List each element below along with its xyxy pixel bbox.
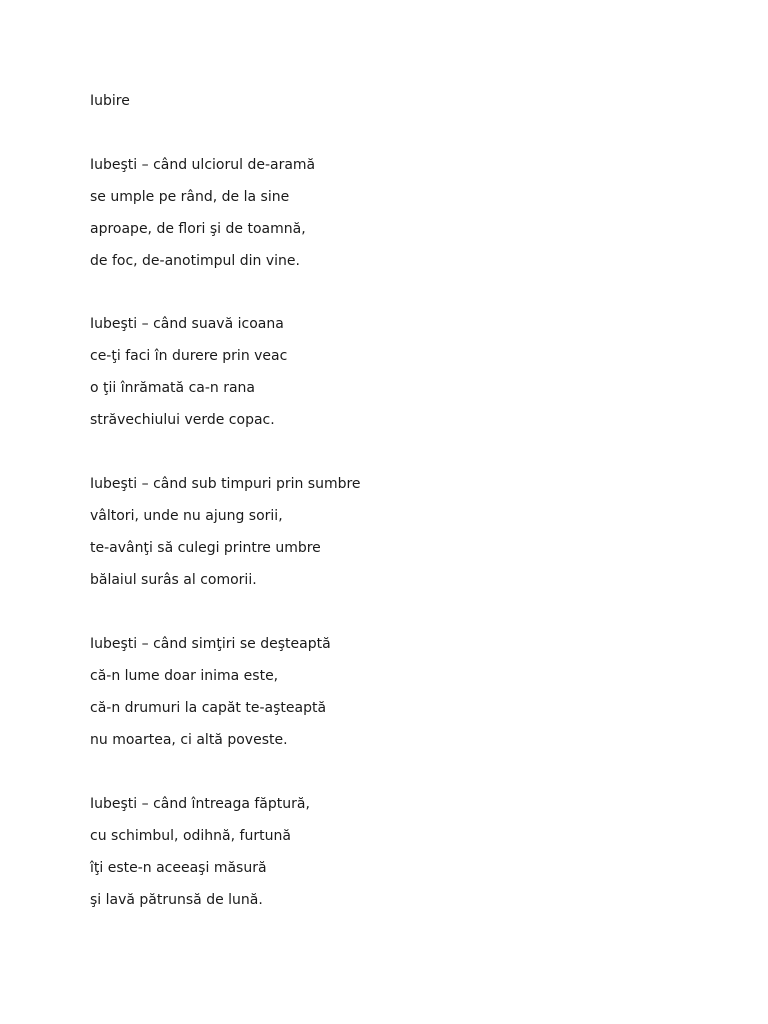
poem-title: Iubire [90,93,130,109]
poem-line: Iubeşti – când ulciorul de-aramă [90,157,316,173]
stanza-3 [90,474,361,602]
poem-line: vâltori, unde nu ajung sorii, [90,508,283,524]
poem-line: Iubeşti – când sub timpuri prin sumbre [90,476,361,492]
stanza-5 [90,794,310,922]
stanza-1 [90,155,315,283]
poem-line: aproape, de flori şi de toamnă, [90,221,306,237]
poem-line: ce-ţi faci în durere prin veac [90,348,288,364]
poem-line: cu schimbul, odihnă, furtună [90,828,291,844]
poem-line: Iubeşti – când întreaga făptură, [90,796,310,812]
poem-line: că-n lume doar inima este, [90,668,279,684]
stanza-2 [90,314,287,442]
poem-line: şi lavă pătrunsă de lună. [90,892,263,908]
poem-line: că-n drumuri la capăt te-aşteaptă [90,700,327,716]
poem-line: îţi este-n aceeaşi măsură [90,860,267,876]
poem-line: Iubeşti – când simţiri se deşteaptă [90,636,331,652]
poem-line: bălaiul surâs al comorii. [90,572,257,588]
poem-line: se umple pe rând, de la sine [90,189,290,205]
poem-line: te-avânţi să culegi printre umbre [90,540,321,556]
poem-line: Iubeşti – când suavă icoana [90,316,284,332]
poem-line: nu moartea, ci altă poveste. [90,732,288,748]
poem-line: o ţii înrămată ca-n rana [90,380,256,396]
poem-line: străvechiului verde copac. [90,412,275,428]
stanza-4 [90,634,331,762]
poem-line: de foc, de-anotimpul din vine. [90,253,300,269]
